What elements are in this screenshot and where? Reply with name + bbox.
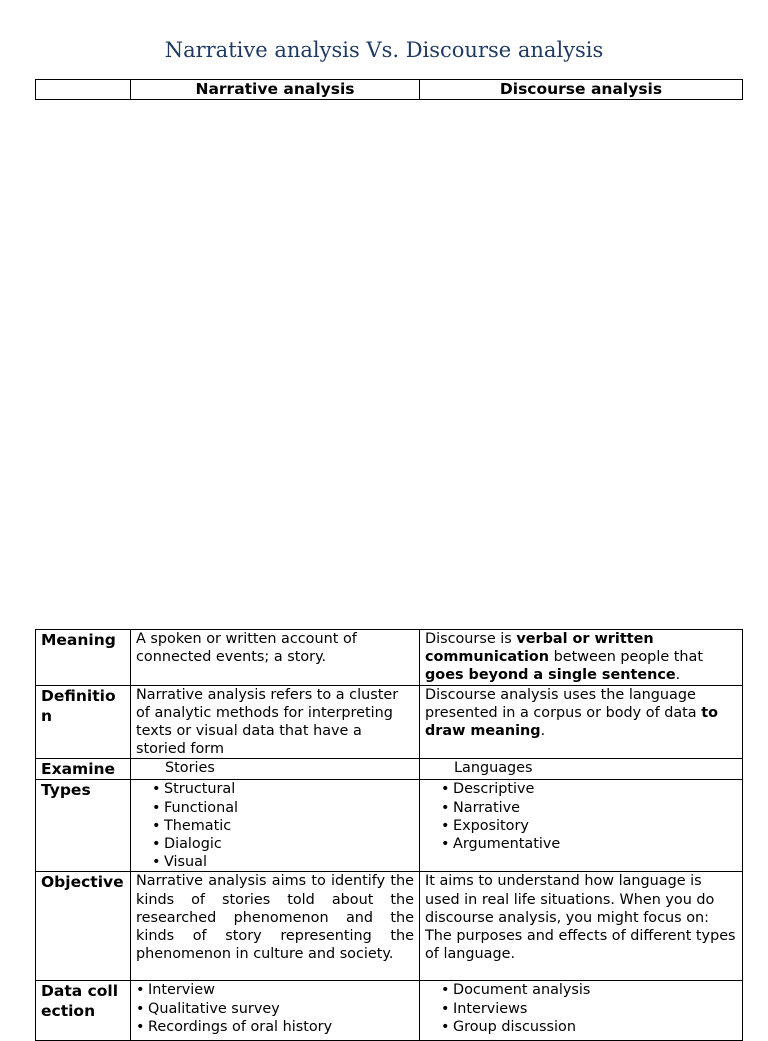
header-empty-cell: [36, 80, 131, 100]
data-collection-discourse-list: [425, 981, 737, 1036]
meaning-narrative: A spoken or written account of connected events; a story.: [131, 630, 420, 686]
table-row-types: [36, 780, 743, 872]
objective-narrative: Narrative analysis aims to identify the kinds of stories told about the researched phenomenon and the kinds of story representing the phenomenon in culture and society.: [131, 872, 420, 981]
header-discourse: Discourse analysis: [420, 80, 743, 100]
objective-discourse: It aims to understand how language is used in real life situations. When you do discourse analysis, you might focus on: The purposes and effects of different types of language.: [420, 872, 743, 981]
table-row-meaning: [36, 630, 743, 686]
table-row-objective: [36, 872, 743, 981]
list-item: • Structural: [152, 780, 414, 798]
list-item: • Argumentative: [441, 835, 737, 853]
list-item: • Thematic: [152, 817, 414, 835]
list-item: • Interviews: [441, 1000, 737, 1018]
list-item: • Narrative: [441, 799, 737, 817]
meaning-discourse: Discourse is verbal or written communication between people that goes beyond a single sentence.: [420, 630, 743, 686]
list-item: • Qualitative survey: [136, 1000, 414, 1018]
header-narrative: Narrative analysis: [131, 80, 420, 100]
examine-discourse: Languages: [420, 759, 743, 780]
list-item: • Visual: [152, 853, 414, 871]
data-collection-narrative: [131, 981, 420, 1041]
definition-narrative: Narrative analysis refers to a cluster of analytic methods for interpreting texts or visual data that have a storied form: [131, 685, 420, 759]
row-label-data-collection: Data collection: [36, 981, 131, 1041]
types-narrative: [131, 780, 420, 872]
header-row: [36, 80, 743, 100]
document-title: Narrative analysis Vs. Discourse analysis: [164, 38, 604, 62]
table-row-data-collection: [36, 981, 743, 1041]
row-label-objective: Objective: [36, 872, 131, 981]
types-discourse-list: [425, 780, 737, 853]
header-table: [35, 79, 743, 100]
list-item: • Group discussion: [441, 1018, 737, 1036]
list-item: • Expository: [441, 817, 737, 835]
types-narrative-list: [136, 780, 414, 871]
row-label-definition: Definition: [36, 685, 131, 759]
list-item: • Interview: [136, 981, 414, 999]
list-item: • Descriptive: [441, 780, 737, 798]
types-discourse: [420, 780, 743, 872]
examine-narrative: Stories: [131, 759, 420, 780]
list-item: • Recordings of oral history: [136, 1018, 414, 1036]
list-item: • Dialogic: [152, 835, 414, 853]
list-item: • Document analysis: [441, 981, 737, 999]
definition-discourse: Discourse analysis uses the language presented in a corpus or body of data to draw meaning.: [420, 685, 743, 759]
list-item: • Functional: [152, 799, 414, 817]
data-collection-narrative-list: [136, 981, 414, 1036]
comparison-table: [35, 629, 743, 1041]
row-label-types: Types: [36, 780, 131, 872]
row-label-examine: Examine: [36, 759, 131, 780]
data-collection-discourse: [420, 981, 743, 1041]
table-row-examine: [36, 759, 743, 780]
row-label-meaning: Meaning: [36, 630, 131, 686]
table-row-definition: [36, 685, 743, 759]
